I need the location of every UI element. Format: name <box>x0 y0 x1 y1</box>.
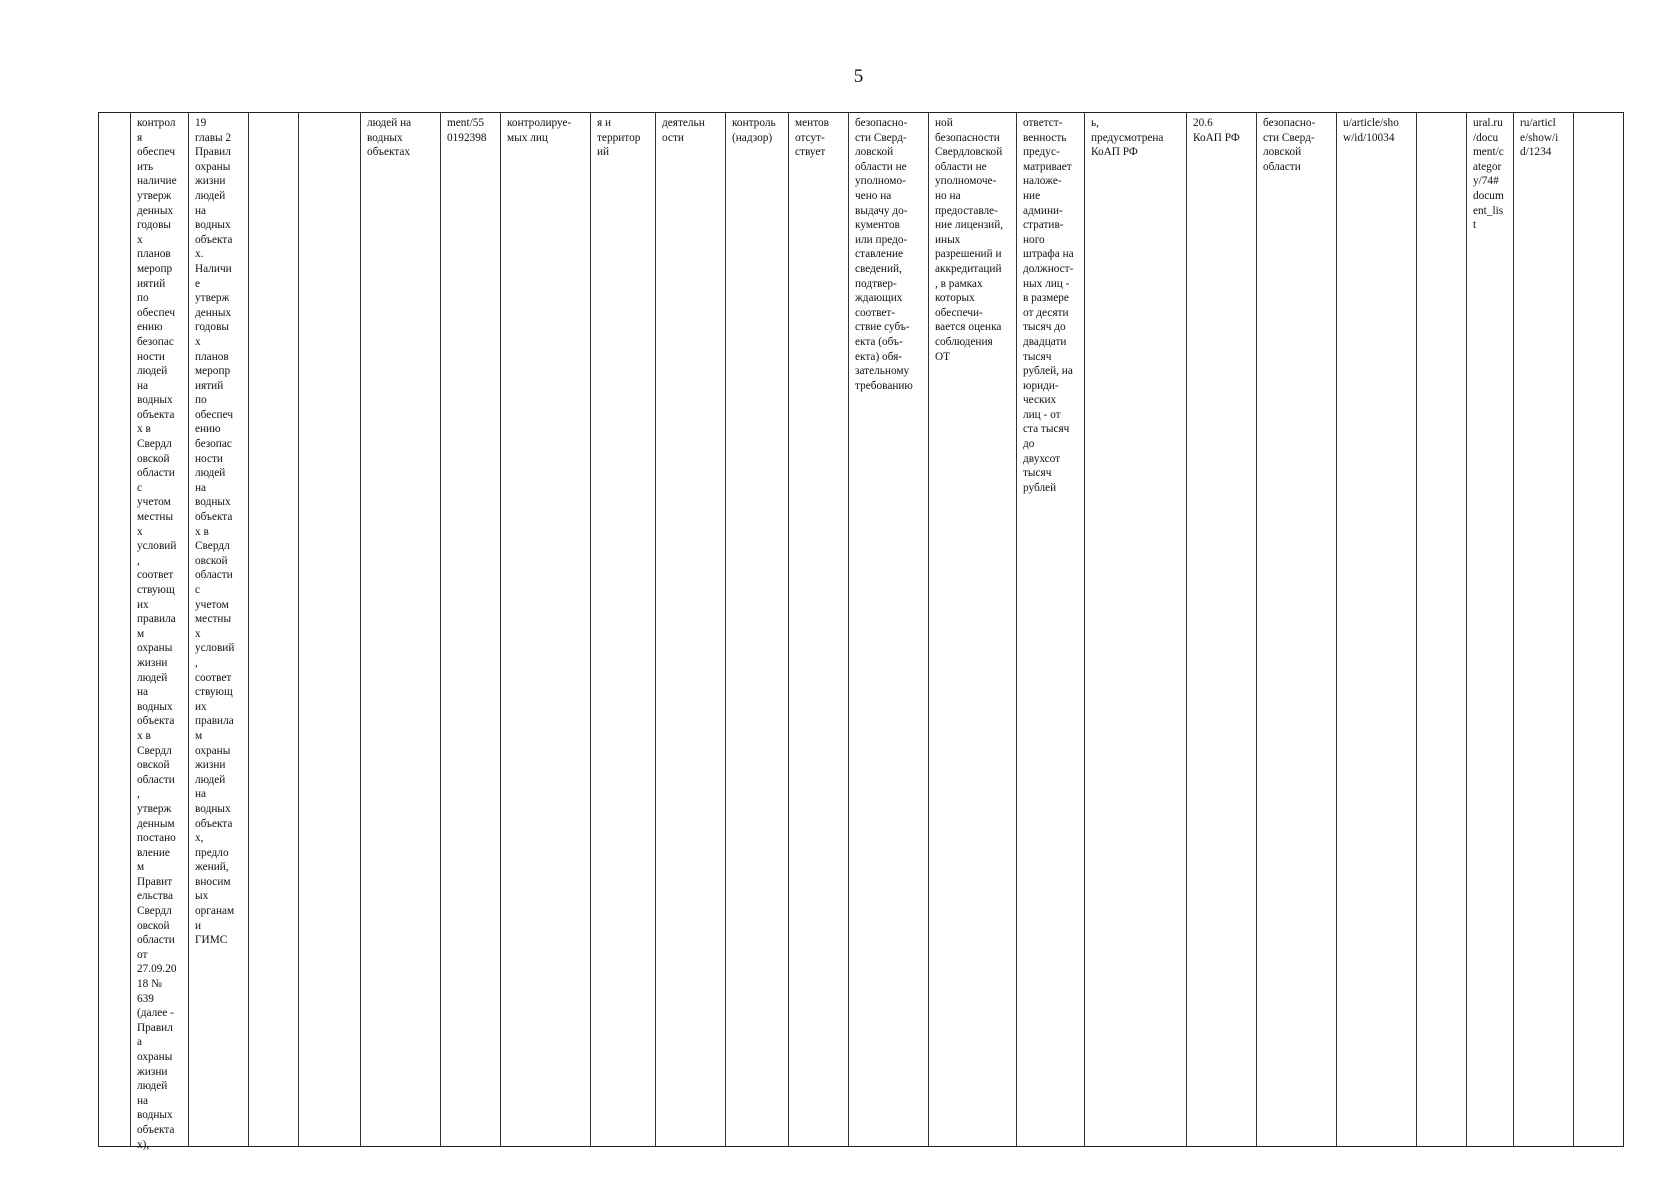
table-column <box>441 113 501 1146</box>
table-column <box>249 113 299 1146</box>
table-column <box>189 113 249 1146</box>
table-cell: ь, предусмотрена КоАП РФ <box>1091 117 1164 159</box>
regulation-table <box>98 112 1624 1151</box>
table-column <box>1017 113 1085 1146</box>
table-column <box>929 113 1017 1146</box>
table-cell: контрол я обеспеч ить наличие утверж денных годовы х планов меропр иятий по обеспеч ению безопас ности людей на водных объекта х в Свердл овской области с учетом местны х условий , соответ ствующ их правила м охраны жизни людей на водных объекта х в Свердл овской области , утверж денным постано вление м Правит ельства Свердл овской области от 27.09.20 18 № 639 (далее - Правил а охраны жизни людей на водных объекта х), <box>137 117 177 1151</box>
table-cell: ной безопасности Свердловской области не уполномоче- но на предоставле- ние лицензий, иных разрешений и аккредитаций , в рамках которых обеспечи- вается оценка соблюдения ОТ <box>935 117 1004 363</box>
table-column <box>591 113 656 1146</box>
table-column <box>726 113 789 1146</box>
table-column <box>1574 113 1623 1146</box>
table-column <box>1514 113 1574 1146</box>
table-cell: контролируе- мых лиц <box>507 117 572 144</box>
table-column <box>501 113 591 1146</box>
table-cell: ментов отсут- ствует <box>795 117 829 159</box>
table-column <box>1257 113 1337 1146</box>
table-cell: безопасно- сти Сверд- ловской области <box>1263 117 1316 173</box>
table-column <box>1085 113 1187 1146</box>
table-column <box>656 113 726 1146</box>
table-column <box>361 113 441 1146</box>
table-cell: деятельн ости <box>662 117 705 144</box>
table-column <box>1417 113 1467 1146</box>
table-cell: 20.6 КоАП РФ <box>1193 117 1240 144</box>
table-cell: 19 главы 2 Правил охраны жизни людей на водных объекта х. Наличи е утверж денных годовы х планов меропр иятий по обеспеч ению безопас ности людей на водных объекта х в Свердл овской области с учетом местны х условий , соответ ствующ их правила м охраны жизни людей на водных объекта х, предло жений, вносим ых органам и ГИМС <box>195 117 235 947</box>
page-number: 5 <box>853 66 864 87</box>
table-cell: контроль (надзор) <box>732 117 776 144</box>
table-cell: я и территор ий <box>597 117 641 159</box>
table-cell: ru/articl e/show/i d/1234 <box>1520 117 1559 159</box>
table-column <box>1467 113 1514 1146</box>
table-column <box>849 113 929 1146</box>
table-cell: ural.ru /docu ment/c ategor y/74# docum ent_lis t <box>1473 117 1504 232</box>
table-cell: u/article/sho w/id/10034 <box>1343 117 1399 144</box>
table-column <box>131 113 189 1151</box>
table-cell: ответст- венность предус- матривает наложе- ние админи- стратив- ного штрафа на должност- ных лиц - в размере от десяти тысяч до двадцати тысяч рублей, на юриди- ческих лиц - от ста тысяч до двухсот тысяч рублей <box>1023 117 1074 494</box>
table-column <box>1187 113 1257 1146</box>
table-cell: ment/55 0192398 <box>447 117 487 144</box>
table-column <box>299 113 361 1146</box>
table-cell: безопасно- сти Сверд- ловской области не уполномо- чено на выдачу до- кументов или предо- ставление сведений, подтвер- ждающих соответ- ствие субъ- екта (объ- екта) обя- зательному требованию <box>855 117 913 392</box>
table-cell: людей на водных объектах <box>367 117 412 159</box>
table-column <box>789 113 849 1146</box>
table-column <box>99 113 131 1146</box>
table-column <box>1337 113 1417 1146</box>
